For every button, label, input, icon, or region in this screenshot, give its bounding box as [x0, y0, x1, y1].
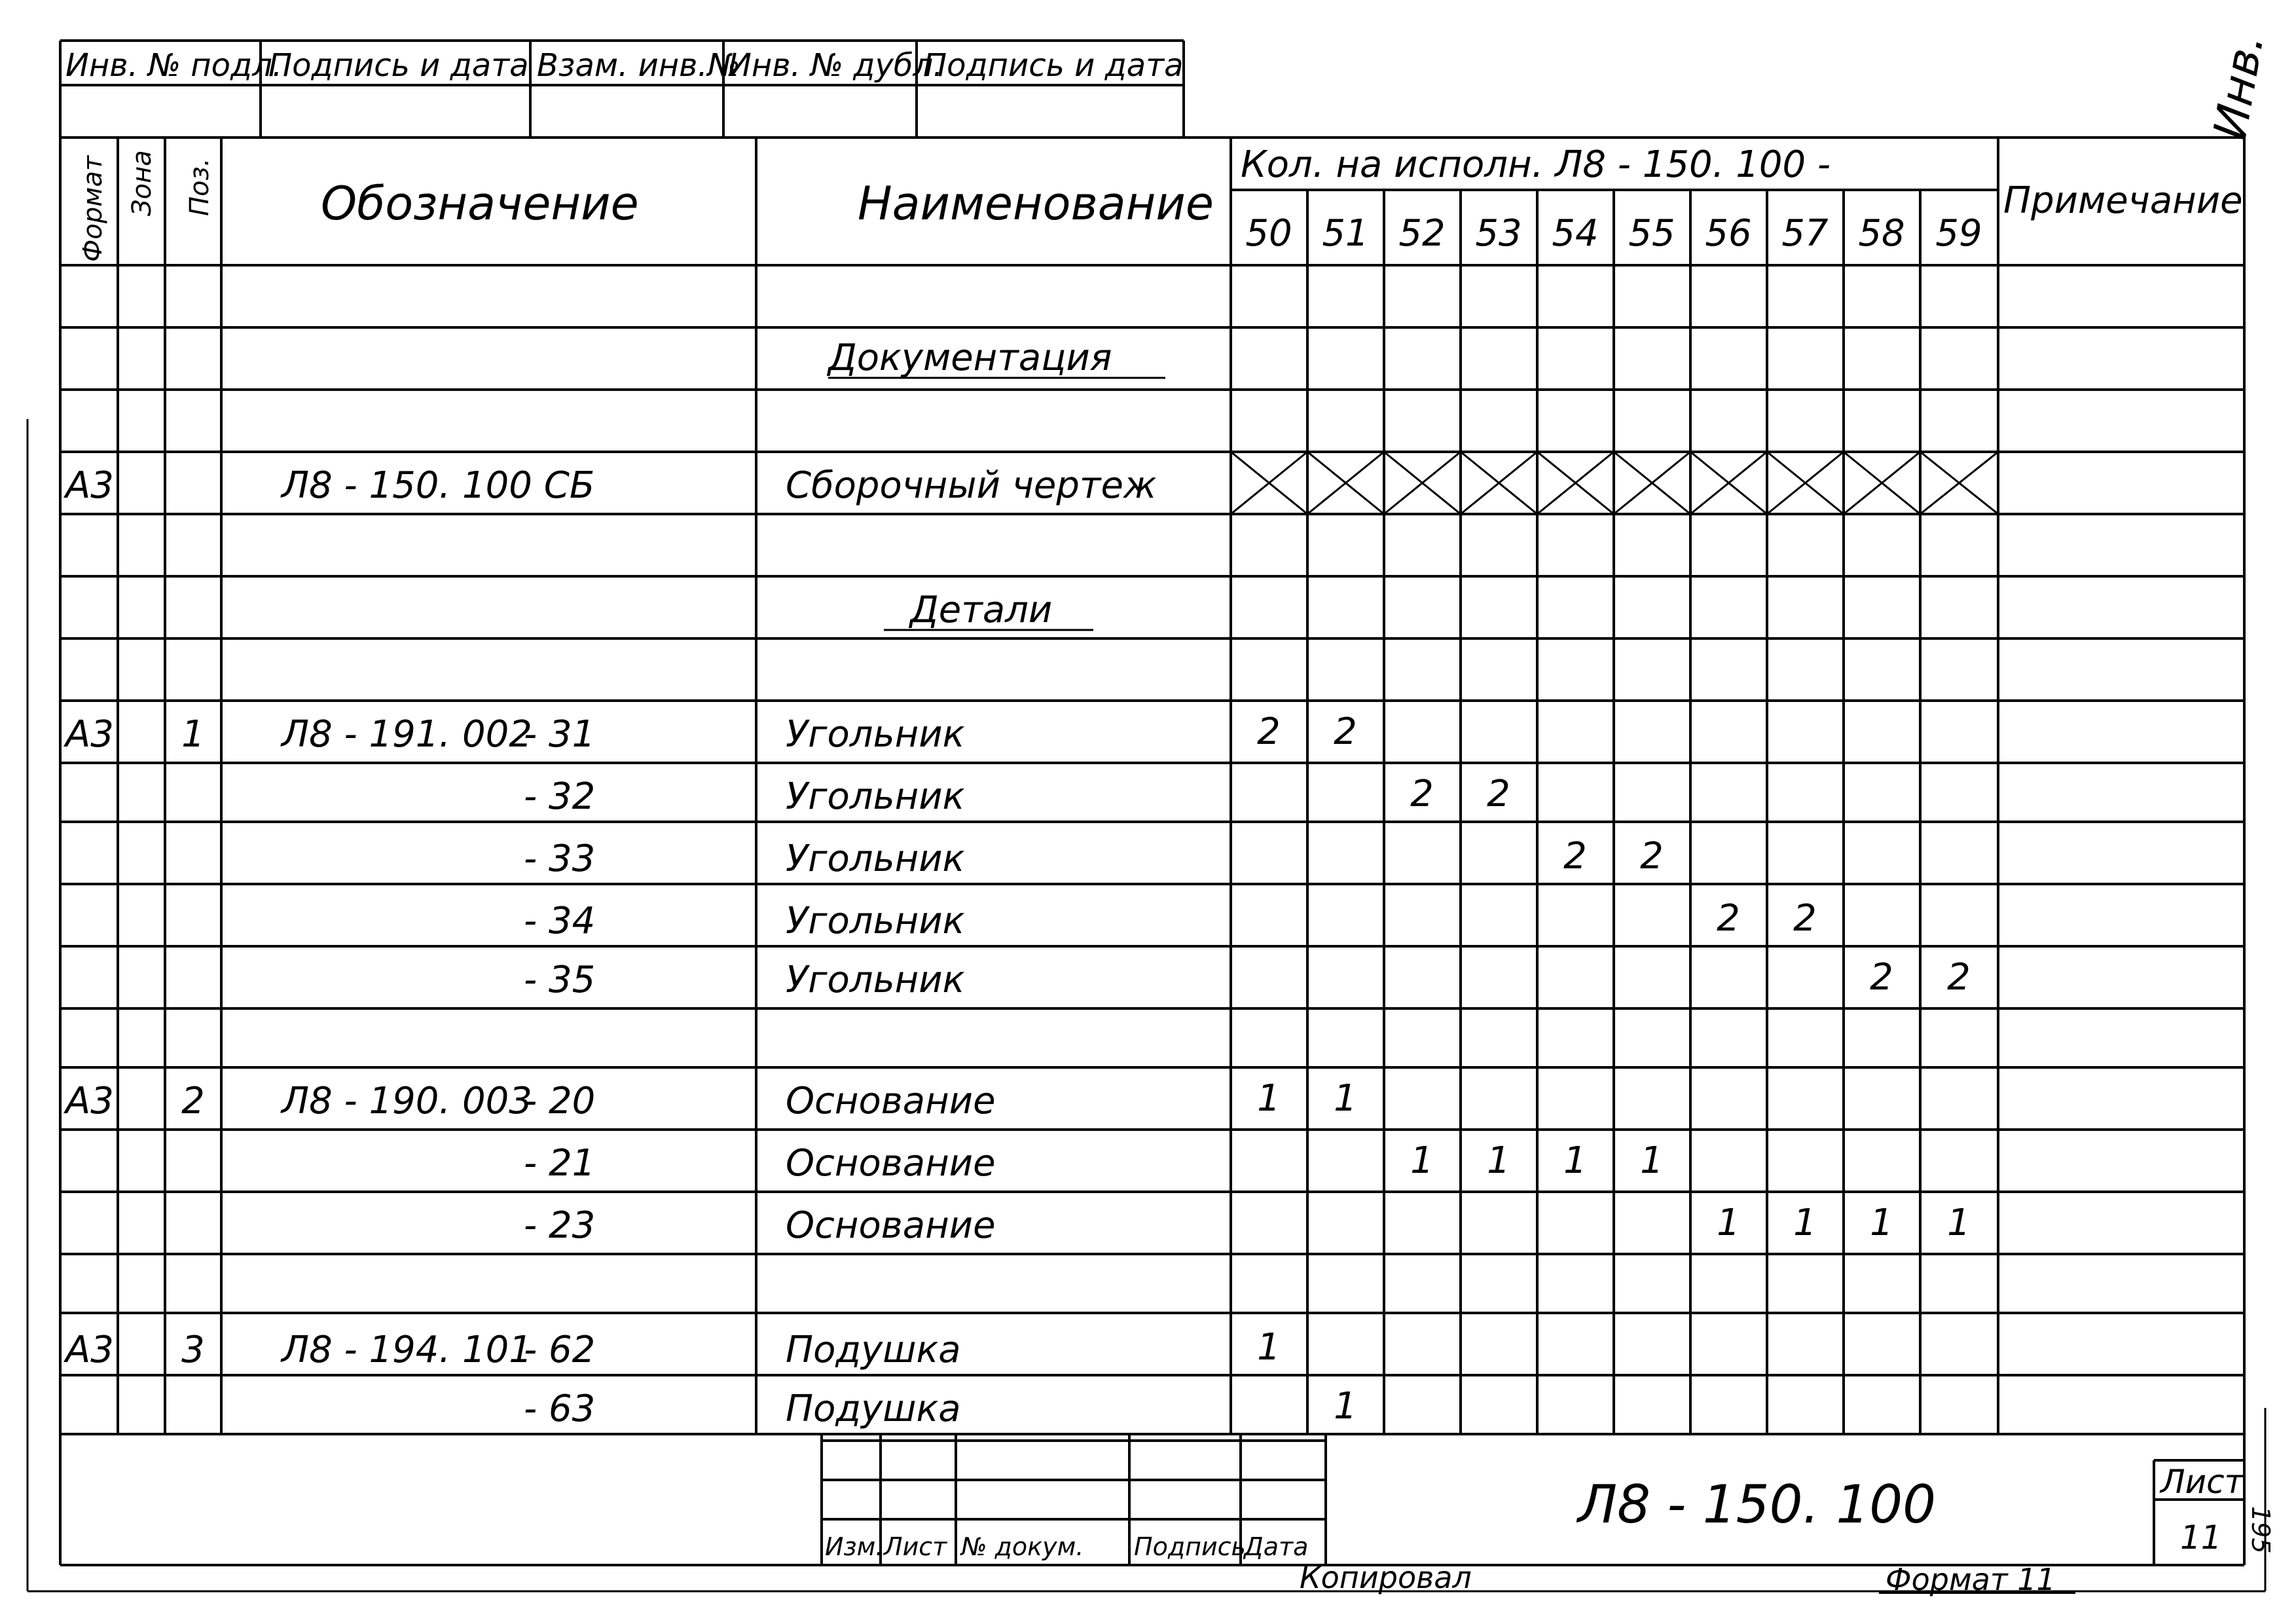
stamp-cell-signature-1: Подпись и дата: [268, 47, 529, 84]
section-details: Детали: [910, 589, 1053, 631]
header-name: Наименование: [858, 177, 1214, 231]
header-pos: Поз.: [185, 158, 215, 216]
row-pos: 2: [181, 1080, 205, 1122]
header-designation: Обозначение: [321, 177, 639, 231]
row-suffix: - 21: [524, 1142, 596, 1185]
row-format: А3: [65, 713, 114, 756]
title-label-sheet: Лист: [884, 1532, 947, 1561]
row-designation: Л8 - 194. 101: [282, 1329, 532, 1371]
table-row: [64, 1326, 1281, 1371]
row-suffix: - 35: [524, 959, 596, 1001]
document-code: Л8 - 150. 100: [1578, 1474, 1937, 1535]
row-pos: 3: [181, 1329, 205, 1371]
row-qty-cell: 2: [1793, 897, 1817, 940]
stamp-cell-signature-2: Подпись и дата: [923, 47, 1184, 84]
section-documentation: Документация: [828, 337, 1112, 379]
header-zone: Зона: [127, 150, 157, 216]
row-format: А3: [65, 1329, 114, 1371]
row-name: Сборочный чертеж: [786, 464, 1157, 507]
table-row: [524, 897, 1817, 942]
footer-copied: Копировал: [1300, 1560, 1472, 1595]
row-name: Основание: [786, 1080, 996, 1122]
table-row: [524, 773, 1510, 818]
row-qty-cell: 2: [1410, 773, 1434, 815]
table-row: [64, 464, 1156, 507]
row-designation: Л8 - 191. 002: [282, 713, 532, 756]
stamp-cell-inv-dup: Инв. № дубл.: [728, 47, 943, 84]
row-suffix: - 23: [524, 1204, 596, 1247]
qty-col-header: 51: [1322, 212, 1369, 255]
stamp-cell-inv-orig: Инв. № подл.: [65, 47, 283, 84]
header-note: Примечание: [2003, 179, 2243, 222]
qty-col-header: 57: [1781, 212, 1829, 255]
row-designation: Л8 - 150. 100 СБ: [282, 464, 595, 507]
row-name: Угольник: [786, 838, 965, 880]
header-qty-title: Кол. на исполн. Л8 - 150. 100 -: [1241, 143, 1831, 186]
title-label-doc-number: № докум.: [961, 1532, 1084, 1561]
row-pos: 1: [181, 713, 205, 756]
row-name: Основание: [786, 1142, 996, 1185]
row-name: Угольник: [786, 900, 965, 942]
row-format: А3: [65, 464, 114, 507]
title-label-date: Дата: [1244, 1532, 1309, 1561]
row-qty-cell: 1: [1563, 1139, 1587, 1182]
row-designation: Л8 - 190. 003: [282, 1080, 532, 1122]
table-row: [64, 1077, 1357, 1122]
row-suffix: - 32: [524, 775, 596, 818]
row-qty-cell: 1: [1793, 1202, 1817, 1244]
title-label-change: Изм.: [825, 1532, 884, 1561]
table-row: [64, 710, 1357, 756]
qty-col-header: 54: [1552, 212, 1599, 255]
row-format: А3: [65, 1080, 114, 1122]
qty-col-header: 59: [1935, 212, 1982, 255]
row-suffix: - 20: [524, 1080, 596, 1122]
row-qty-cell: 1: [1640, 1139, 1664, 1182]
row-suffix: - 63: [524, 1388, 596, 1430]
corner-mark: Инв.: [2202, 29, 2274, 143]
row-qty-cell: 2: [1717, 897, 1740, 940]
row-name: Подушка: [786, 1329, 961, 1371]
side-number: 195: [2246, 1506, 2275, 1554]
qty-col-header: 52: [1398, 212, 1446, 255]
row-qty-cell: 2: [1487, 773, 1510, 815]
row-qty-cell: 1: [1870, 1202, 1893, 1244]
row-suffix: - 34: [524, 900, 596, 942]
row-name: Угольник: [786, 959, 965, 1001]
row-qty-cell: 1: [1334, 1385, 1357, 1428]
row-qty-cell: 1: [1717, 1202, 1740, 1244]
table-row: [524, 1139, 1664, 1185]
top-stamp-labels: [65, 47, 1184, 84]
row-name: Подушка: [786, 1388, 961, 1430]
row-qty-cell: 2: [1257, 710, 1281, 753]
row-qty-cell: 2: [1947, 956, 1971, 999]
qty-col-header: 55: [1628, 212, 1675, 255]
row-qty-cell: 1: [1257, 1326, 1281, 1369]
row-qty-cell: 1: [1410, 1139, 1434, 1182]
qty-col-header: 50: [1245, 212, 1292, 255]
qty-col-header: 58: [1858, 212, 1905, 255]
row-qty-cell: 1: [1257, 1077, 1281, 1120]
table-row: [524, 1202, 1971, 1247]
row-qty-cell: 2: [1870, 956, 1893, 999]
table-row: [524, 956, 1971, 1001]
title-label-signature: Подпись: [1134, 1532, 1246, 1561]
row-qty-cell: 2: [1563, 835, 1587, 877]
row-suffix: - 33: [524, 838, 596, 880]
sheet-label: Лист: [2160, 1463, 2244, 1501]
title-block: [825, 1463, 2245, 1561]
row-qty-cell: 2: [1334, 710, 1357, 753]
row-suffix: - 31: [524, 713, 596, 756]
qty-col-header: 56: [1705, 212, 1752, 255]
row-qty-cell: 1: [1334, 1077, 1357, 1120]
table-header: [78, 143, 2243, 262]
row-qty-cell: 1: [1487, 1139, 1510, 1182]
qty-col-header: 53: [1475, 212, 1522, 255]
row-name: Угольник: [786, 713, 965, 756]
row-name: Угольник: [786, 775, 965, 818]
row-qty-cell: 2: [1640, 835, 1664, 877]
stamp-cell-replaced-inv: Взам. инв.№: [537, 47, 740, 84]
row-name: Основание: [786, 1204, 996, 1247]
sheet-number: 11: [2180, 1519, 2222, 1557]
table-row: [524, 835, 1664, 880]
header-format: Формат: [78, 155, 108, 262]
footer-format: Формат 11: [1886, 1562, 2056, 1597]
row-suffix: - 62: [524, 1329, 596, 1371]
row-qty-cell: 1: [1947, 1202, 1971, 1244]
